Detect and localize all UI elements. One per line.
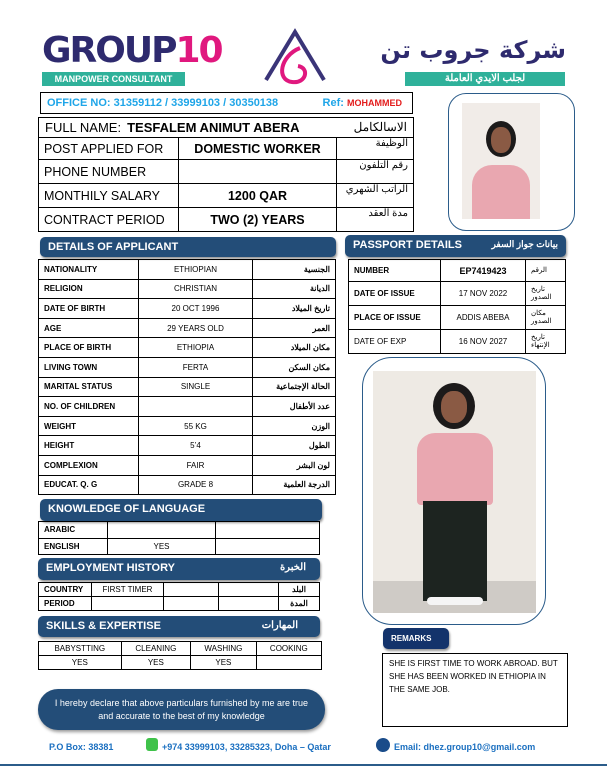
main-info-table xyxy=(38,137,414,232)
full-photo-frame xyxy=(362,357,546,625)
whatsapp-icon xyxy=(146,738,158,751)
passport-value: 16 NOV 2027 xyxy=(441,330,526,354)
house-logo-icon xyxy=(262,28,328,88)
passport-value: EP7419423 xyxy=(441,260,526,282)
full-body-photo xyxy=(373,371,536,613)
detail-label: MARITAL STATUS xyxy=(39,377,139,397)
passport-table xyxy=(348,259,566,354)
arabic-logo-subtitle: لجلب الايدي العاملة xyxy=(405,72,565,86)
detail-value: CHRISTIAN xyxy=(139,279,253,299)
language-value: YES xyxy=(108,538,216,555)
phone: +974 33999103, 33285323, Doha – Qatar xyxy=(162,742,331,752)
arabic-logo: شركة جروب تن xyxy=(380,36,566,64)
row-value xyxy=(179,160,337,184)
declaration: I hereby declare that above particulars furnished by me are true and accurate to the best of my knowledge xyxy=(38,689,325,730)
remarks-box: SHE IS FIRST TIME TO WORK ABROAD. BUT SHE HAS BEEN WORKED IN ETHIOPIA IN THE SAME JOB. xyxy=(382,653,568,727)
detail-value: 29 YEARS OLD xyxy=(139,318,253,338)
row-ar: الوظيفة xyxy=(337,138,414,160)
empty-cell xyxy=(219,597,279,611)
country-value: FIRST TIMER xyxy=(92,583,164,597)
language-label: ARABIC xyxy=(39,522,108,539)
row-label: MONTHILY SALARY xyxy=(39,184,179,208)
detail-value: 5’4 xyxy=(139,436,253,456)
passport-ar: مكان الصدور xyxy=(526,306,566,330)
empty-cell xyxy=(92,597,164,611)
detail-ar: الجنسية xyxy=(253,260,336,280)
portrait-frame xyxy=(448,93,575,231)
detail-value xyxy=(139,397,253,417)
language-table xyxy=(38,521,320,555)
employment-table xyxy=(38,582,320,611)
detail-label: LIVING TOWN xyxy=(39,357,139,377)
detail-ar: الطول xyxy=(253,436,336,456)
row-value: DOMESTIC WORKER xyxy=(179,138,337,160)
skill-value: YES xyxy=(39,656,122,670)
logo-main: GROUP xyxy=(42,30,176,71)
detail-ar: الحالة الإجتماعية xyxy=(253,377,336,397)
passport-label: NUMBER xyxy=(349,260,441,282)
ref-label: Ref: xyxy=(322,97,344,109)
footer-divider xyxy=(0,764,607,766)
passport-title-ar: بيانات جواز السفر xyxy=(491,239,558,249)
skill-value: YES xyxy=(121,656,191,670)
employment-title: EMPLOYMENT HISTORY xyxy=(46,562,175,574)
empty-cell xyxy=(164,597,219,611)
detail-label: COMPLEXION xyxy=(39,455,139,475)
skills-title: SKILLS & EXPERTISE xyxy=(46,620,161,632)
detail-label: PLACE OF BIRTH xyxy=(39,338,139,358)
period-label: PERIOD xyxy=(39,597,92,611)
detail-value: 20 OCT 1996 xyxy=(139,299,253,319)
full-name-label: FULL NAME: xyxy=(45,120,122,135)
language-value xyxy=(108,522,216,539)
employment-title-ar: الخبرة xyxy=(279,562,306,573)
detail-ar: عدد الأطفال xyxy=(253,397,336,417)
row-label: CONTRACT PERIOD xyxy=(39,208,179,232)
passport-header xyxy=(345,235,566,257)
portrait-photo xyxy=(462,103,540,219)
language-label: ENGLISH xyxy=(39,538,108,555)
detail-ar: الدرجة العلمية xyxy=(253,475,336,495)
detail-ar: مكان الميلاد xyxy=(253,338,336,358)
row-value: TWO (2) YEARS xyxy=(179,208,337,232)
detail-label: NATIONALITY xyxy=(39,260,139,280)
row-ar: رقم التلفون xyxy=(337,160,414,184)
passport-ar: تاريخ الصدور xyxy=(526,282,566,306)
skill-header: BABYSTTING xyxy=(39,642,122,656)
group10-logo xyxy=(42,30,222,71)
detail-ar: العمر xyxy=(253,318,336,338)
ref xyxy=(323,97,402,109)
email: Email: dhez.group10@gmail.com xyxy=(394,742,536,752)
remarks-label: REMARKS xyxy=(383,628,449,649)
detail-value: FERTA xyxy=(139,357,253,377)
row-ar: مدة العقد xyxy=(337,208,414,232)
language-extra xyxy=(216,538,320,555)
details-table xyxy=(38,259,336,495)
logo-subtitle: MANPOWER CONSULTANT xyxy=(42,72,185,86)
office-text: OFFICE NO: 31359112 / 33999103 / 30350138 xyxy=(47,97,279,109)
row-label: PHONE NUMBER xyxy=(39,160,179,184)
period-ar: المدة xyxy=(279,597,320,611)
logo-num: 10 xyxy=(175,30,222,71)
passport-ar: تاريخ الإنتهاء xyxy=(526,330,566,354)
empty-cell xyxy=(219,583,279,597)
details-header: DETAILS OF APPLICANT xyxy=(40,237,336,257)
passport-value: ADDIS ABEBA xyxy=(441,306,526,330)
passport-label: DATE OF ISSUE xyxy=(349,282,441,306)
passport-value: 17 NOV 2022 xyxy=(441,282,526,306)
detail-value: ETHIOPIAN xyxy=(139,260,253,280)
detail-value: ETHIOPIA xyxy=(139,338,253,358)
full-name-value: TESFALEM ANIMUT ABERA xyxy=(127,120,300,135)
country-ar: البلد xyxy=(279,583,320,597)
detail-value: GRADE 8 xyxy=(139,475,253,495)
detail-label: HEIGHT xyxy=(39,436,139,456)
detail-value: 55 KG xyxy=(139,416,253,436)
skills-title-ar: المهارات xyxy=(261,620,298,631)
row-ar: الراتب الشهري xyxy=(337,184,414,208)
detail-value: FAIR xyxy=(139,455,253,475)
pobox: P.O Box: 38381 xyxy=(49,742,114,752)
skill-value: YES xyxy=(191,656,257,670)
empty-cell xyxy=(164,583,219,597)
detail-ar: لون البشر xyxy=(253,455,336,475)
detail-ar: الديانة xyxy=(253,279,336,299)
language-header: KNOWLEDGE OF LANGUAGE xyxy=(40,499,322,521)
passport-label: PLACE OF ISSUE xyxy=(349,306,441,330)
skills-header xyxy=(38,616,320,637)
passport-ar: الرقم xyxy=(526,260,566,282)
skills-table xyxy=(38,641,322,670)
skill-value xyxy=(256,656,321,670)
detail-ar: مكان السكن xyxy=(253,357,336,377)
passport-title: PASSPORT DETAILS xyxy=(353,239,462,251)
country-label: COUNTRY xyxy=(39,583,92,597)
detail-label: DATE OF BIRTH xyxy=(39,299,139,319)
full-name-row xyxy=(38,117,414,138)
passport-label: DATE OF EXP xyxy=(349,330,441,354)
detail-label: EDUCAT. Q. G xyxy=(39,475,139,495)
detail-label: AGE xyxy=(39,318,139,338)
detail-label: WEIGHT xyxy=(39,416,139,436)
full-name-ar: الاسالكامل xyxy=(353,120,407,134)
office-numbers xyxy=(40,92,413,114)
email-icon xyxy=(376,738,390,752)
detail-label: RELIGION xyxy=(39,279,139,299)
language-extra xyxy=(216,522,320,539)
skill-header: WASHING xyxy=(191,642,257,656)
skill-header: COOKING xyxy=(256,642,321,656)
row-label: POST APPLIED FOR xyxy=(39,138,179,160)
detail-value: SINGLE xyxy=(139,377,253,397)
employment-header xyxy=(38,558,320,580)
detail-ar: الوزن xyxy=(253,416,336,436)
skill-header: CLEANING xyxy=(121,642,191,656)
row-value: 1200 QAR xyxy=(179,184,337,208)
detail-ar: تاريخ الميلاد xyxy=(253,299,336,319)
detail-label: NO. OF CHILDREN xyxy=(39,397,139,417)
ref-value: MOHAMMED xyxy=(347,98,402,108)
